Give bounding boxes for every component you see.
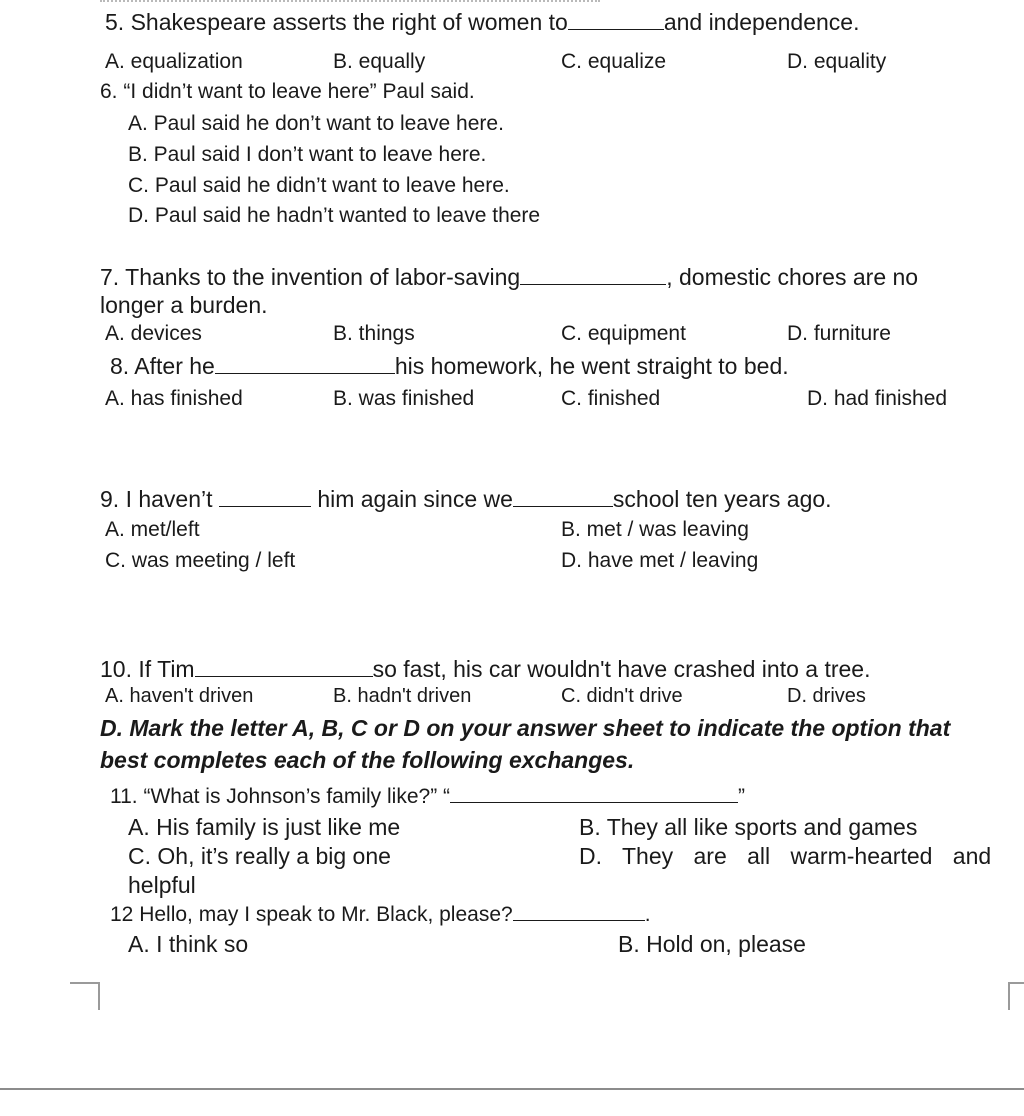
q9-option-b: B. met / was leaving bbox=[561, 518, 749, 541]
q8-option-c: C. finished bbox=[561, 387, 661, 410]
answer-blank[interactable] bbox=[215, 355, 395, 374]
q8-option-a: A. has finished bbox=[105, 387, 243, 410]
q9-option-c: C. was meeting / left bbox=[105, 549, 296, 572]
q8-post: his homework, he went straight to bed. bbox=[394, 353, 789, 379]
q5-option-c: C. equalize bbox=[561, 50, 667, 73]
question-8-stem bbox=[110, 353, 789, 380]
q9-option-d: D. have met / leaving bbox=[561, 549, 759, 572]
question-11-stem bbox=[110, 784, 745, 809]
question-7-stem-line2: longer a burden. bbox=[100, 292, 268, 318]
q6-option-d: D. Paul said he hadn’t wanted to leave there bbox=[128, 204, 541, 227]
q7-option-b: B. things bbox=[333, 322, 415, 345]
answer-blank[interactable] bbox=[195, 658, 373, 677]
answer-blank-2[interactable] bbox=[513, 488, 613, 507]
q10-option-a: A. haven't driven bbox=[105, 685, 254, 707]
question-10-stem bbox=[100, 656, 870, 683]
question-7-stem bbox=[100, 264, 918, 291]
section-d-heading-line1: D. Mark the letter A, B, C or D on your answer sheet to indicate the option that bbox=[100, 715, 951, 741]
answer-blank[interactable] bbox=[450, 784, 738, 803]
question-6-stem: 6. “I didn’t want to leave here” Paul said. bbox=[100, 80, 475, 103]
q10-pre: 10. If Tim bbox=[100, 656, 195, 682]
q7-option-d: D. furniture bbox=[787, 322, 891, 345]
q5-pre: 5. Shakespeare asserts the right of women to bbox=[105, 9, 568, 35]
q11-pre: 11. “What is Johnson’s family like?” “ bbox=[110, 785, 451, 808]
question-5-stem bbox=[105, 9, 860, 36]
q10-post: so fast, his car wouldn't have crashed into a tree. bbox=[372, 656, 871, 682]
q7-option-c: C. equipment bbox=[561, 322, 686, 345]
q7-pre: 7. Thanks to the invention of labor-saving bbox=[100, 264, 521, 290]
q6-option-b: B. Paul said I don’t want to leave here. bbox=[128, 143, 487, 166]
q5-option-b: B. equally bbox=[333, 50, 426, 73]
answer-blank[interactable] bbox=[520, 266, 666, 285]
q5-option-d: D. equality bbox=[787, 50, 887, 73]
q6-option-a: A. Paul said he don’t want to leave here. bbox=[128, 112, 504, 135]
q10-option-c: C. didn't drive bbox=[561, 685, 683, 707]
q5-option-a: A. equalization bbox=[105, 50, 243, 73]
q7-post: , domestic chores are no bbox=[666, 264, 919, 290]
q12-pre: 12 Hello, may I speak to Mr. Black, please? bbox=[110, 903, 513, 926]
q8-pre: 8. After he bbox=[110, 353, 215, 379]
answer-blank[interactable] bbox=[568, 11, 664, 30]
page-corner-mark-left bbox=[70, 982, 100, 1010]
q8-option-b: B. was finished bbox=[333, 387, 475, 410]
question-12-stem bbox=[110, 902, 651, 927]
q12-option-b: B. Hold on, please bbox=[618, 931, 806, 957]
q11-option-b: B. They all like sports and games bbox=[579, 814, 918, 840]
q8-option-d: D. had finished bbox=[807, 387, 948, 410]
answer-blank-1[interactable] bbox=[219, 488, 311, 507]
q11-option-a: A. His family is just like me bbox=[128, 814, 401, 840]
q11-option-d-continued: helpful bbox=[128, 872, 196, 898]
answer-blank[interactable] bbox=[513, 902, 645, 921]
q9-post: school ten years ago. bbox=[612, 486, 832, 512]
q11-option-d: D. They are all warm-hearted and bbox=[579, 843, 992, 869]
page-top-edge bbox=[100, 0, 600, 5]
q9-option-a: A. met/left bbox=[105, 518, 200, 541]
q10-option-d: D. drives bbox=[787, 685, 866, 707]
q11-option-c: C. Oh, it’s really a big one bbox=[128, 843, 391, 869]
page-bottom-edge bbox=[0, 1088, 1024, 1090]
q12-option-a: A. I think so bbox=[128, 931, 249, 957]
q11-post: ” bbox=[738, 785, 746, 808]
question-9-stem bbox=[100, 486, 832, 513]
page-corner-mark-right bbox=[1008, 982, 1024, 1010]
q9-mid: him again since we bbox=[317, 486, 513, 512]
q6-option-c: C. Paul said he didn’t want to leave here. bbox=[128, 174, 510, 197]
q7-option-a: A. devices bbox=[105, 322, 202, 345]
q10-option-b: B. hadn't driven bbox=[333, 685, 472, 707]
section-d-heading-line2: best completes each of the following exchanges. bbox=[100, 747, 635, 773]
q9-pre: 9. I haven’t bbox=[100, 486, 213, 512]
q5-post: and independence. bbox=[663, 9, 860, 35]
q12-post: . bbox=[644, 903, 651, 926]
